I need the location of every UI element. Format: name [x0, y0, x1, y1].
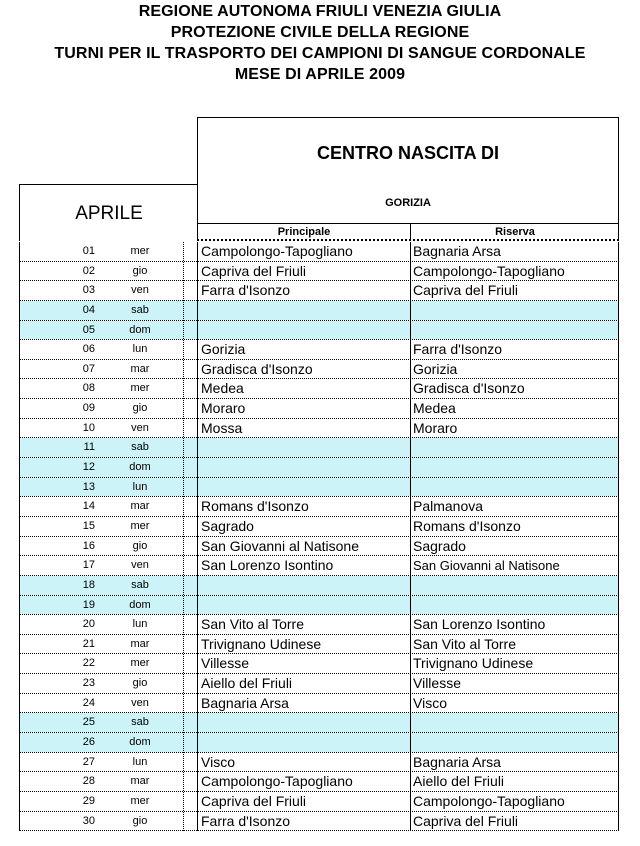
- principale-cell: Trivignano Udinese: [201, 635, 322, 652]
- day-number: 09: [82, 402, 95, 415]
- table-border-right: [618, 242, 619, 831]
- table-row: [19, 596, 619, 616]
- table-row: [19, 321, 619, 341]
- table-row: [19, 674, 619, 694]
- weekday: mer: [130, 794, 150, 807]
- principale-cell: Capriva del Friuli: [201, 792, 307, 809]
- table-row: [19, 438, 619, 458]
- riserva-cell: Romans d'Isonzo: [413, 517, 521, 534]
- weekday: lun: [132, 343, 148, 356]
- title-protezione-civile: PROTEZIONE CIVILE DELLA REGIONE: [170, 24, 470, 41]
- table-row: [19, 576, 619, 596]
- table-row: [19, 615, 619, 635]
- day-number: 10: [82, 421, 95, 434]
- day-number: 30: [82, 814, 95, 827]
- weekday: lun: [132, 618, 148, 631]
- table-row: [19, 753, 619, 773]
- riserva-cell: Bagnaria Arsa: [413, 753, 501, 770]
- day-number: 29: [82, 794, 95, 807]
- table-row: [19, 360, 619, 380]
- column-header-principale: Principale: [277, 226, 331, 238]
- day-number: 05: [82, 323, 95, 336]
- weekday: mer: [130, 657, 150, 670]
- schedule-table-body: [19, 242, 619, 831]
- day-number: 16: [82, 539, 95, 552]
- table-row: [19, 517, 619, 537]
- day-number: 19: [82, 598, 95, 611]
- table-divider-columns: [410, 242, 411, 831]
- riserva-cell: Campolongo-Tapogliano: [413, 792, 565, 809]
- table-border-left: [19, 242, 20, 831]
- day-number: 17: [82, 559, 95, 572]
- day-number: 13: [82, 480, 95, 493]
- table-row: [19, 242, 619, 262]
- day-number: 06: [82, 343, 95, 356]
- table-row: [19, 812, 619, 832]
- principale-cell: Farra d'Isonzo: [201, 812, 291, 829]
- principale-cell: Campolongo-Tapogliano: [201, 243, 353, 259]
- riserva-cell: Visco: [413, 694, 447, 711]
- day-number: 15: [82, 519, 95, 532]
- title-turni: TURNI PER IL TRASPORTO DEI CAMPIONI DI SANGUE CORDONALE: [54, 45, 586, 62]
- weekday: mer: [130, 245, 150, 257]
- principale-cell: Villesse: [201, 655, 249, 672]
- day-number: 14: [82, 500, 95, 513]
- weekday: sab: [131, 578, 149, 591]
- table-row: [19, 281, 619, 301]
- weekday: mer: [130, 382, 150, 395]
- centro-city: GORIZIA: [385, 197, 431, 209]
- table-row: [19, 733, 619, 753]
- day-number: 21: [82, 637, 95, 650]
- principale-cell: Gorizia: [201, 341, 246, 358]
- weekday: mar: [130, 362, 150, 375]
- riserva-cell: San Lorenzo Isontino: [413, 616, 546, 633]
- table-row: [19, 399, 619, 419]
- weekday: gio: [132, 539, 148, 552]
- day-number: 08: [82, 382, 95, 395]
- table-row: [19, 497, 619, 517]
- day-number: 11: [83, 441, 95, 454]
- riserva-cell: Villesse: [413, 675, 461, 692]
- riserva-cell: Trivignano Udinese: [413, 655, 534, 672]
- table-row: [19, 419, 619, 439]
- day-number: 07: [82, 362, 95, 375]
- principale-cell: San Vito al Torre: [201, 616, 304, 633]
- weekday: sab: [131, 303, 149, 316]
- weekday: ven: [131, 284, 149, 297]
- riserva-cell: Moraro: [413, 419, 458, 436]
- principale-cell: Farra d'Isonzo: [201, 282, 291, 299]
- weekday: gio: [132, 264, 148, 277]
- riserva-cell: Aiello del Friuli: [413, 773, 505, 790]
- day-number: 24: [82, 696, 95, 709]
- day-number: 25: [82, 716, 95, 729]
- day-number: 27: [82, 755, 95, 768]
- weekday: sab: [131, 716, 149, 729]
- principale-cell: Visco: [201, 753, 235, 770]
- title-region: REGIONE AUTONOMA FRIULI VENEZIA GIULIA: [138, 3, 502, 20]
- month-label: APRILE: [75, 203, 143, 224]
- riserva-cell: Capriva del Friuli: [413, 282, 519, 299]
- title-month: MESE DI APRILE 2009: [234, 66, 406, 83]
- weekday: mar: [130, 775, 150, 788]
- month-header-box: [19, 184, 198, 241]
- day-number: 12: [82, 461, 95, 474]
- day-number: 18: [82, 578, 95, 591]
- centro-header-box: [197, 117, 619, 224]
- weekday: gio: [132, 402, 148, 415]
- principale-cell: Gradisca d'Isonzo: [201, 360, 313, 377]
- column-headers: [197, 224, 619, 241]
- weekday: lun: [132, 755, 148, 768]
- principale-cell: Aiello del Friuli: [201, 675, 293, 692]
- day-number: 22: [82, 657, 95, 670]
- table-row: [19, 458, 619, 478]
- principale-cell: Medea: [201, 380, 244, 397]
- table-row: [19, 713, 619, 733]
- table-row: [19, 556, 619, 576]
- day-number: 26: [82, 736, 95, 749]
- weekday: ven: [131, 696, 149, 709]
- table-row: [19, 537, 619, 557]
- day-number: 02: [82, 264, 95, 277]
- riserva-cell: Bagnaria Arsa: [413, 243, 501, 259]
- weekday: dom: [129, 461, 151, 474]
- riserva-cell: Palmanova: [413, 498, 484, 515]
- table-row: [19, 262, 619, 282]
- day-number: 01: [82, 245, 95, 257]
- riserva-cell: San Vito al Torre: [413, 635, 516, 652]
- day-number: 20: [82, 618, 95, 631]
- column-header-riserva: Riserva: [495, 226, 535, 238]
- table-divider-dotted: [183, 242, 184, 831]
- riserva-cell: Medea: [413, 400, 456, 417]
- riserva-cell: Capriva del Friuli: [413, 812, 519, 829]
- weekday: ven: [131, 421, 149, 434]
- day-number: 28: [82, 775, 95, 788]
- weekday: dom: [129, 598, 151, 611]
- weekday: lun: [132, 480, 148, 493]
- principale-cell: Campolongo-Tapogliano: [201, 773, 353, 790]
- table-row: [19, 379, 619, 399]
- weekday: mar: [130, 500, 150, 513]
- table-row: [19, 694, 619, 714]
- principale-cell: San Giovanni al Natisone: [201, 537, 359, 554]
- riserva-cell: Gorizia: [413, 360, 458, 377]
- table-row: [19, 478, 619, 498]
- table-row: [19, 301, 619, 321]
- principale-cell: Sagrado: [201, 517, 254, 534]
- principale-cell: San Lorenzo Isontino: [201, 557, 334, 574]
- weekday: mer: [130, 519, 150, 532]
- day-number: 03: [82, 284, 95, 297]
- weekday: gio: [132, 677, 148, 690]
- riserva-cell: Campolongo-Tapogliano: [413, 262, 565, 279]
- weekday: gio: [132, 814, 148, 827]
- weekday: mar: [130, 637, 150, 650]
- day-number: 23: [82, 677, 95, 690]
- centro-title: CENTRO NASCITA DI: [317, 143, 499, 163]
- principale-cell: Mossa: [201, 419, 243, 436]
- principale-cell: Romans d'Isonzo: [201, 498, 309, 515]
- table-row: [19, 792, 619, 812]
- weekday: ven: [131, 559, 149, 572]
- table-row: [19, 340, 619, 360]
- table-row: [19, 635, 619, 655]
- document-title-block: [0, 1, 640, 85]
- weekday: dom: [129, 736, 151, 749]
- weekday: dom: [129, 323, 151, 336]
- riserva-cell: Sagrado: [413, 537, 466, 554]
- table-row: [19, 654, 619, 674]
- riserva-cell: San Giovanni al Natisone: [413, 558, 560, 574]
- day-number: 04: [82, 303, 95, 316]
- riserva-cell: Gradisca d'Isonzo: [413, 380, 525, 397]
- table-divider-main: [197, 242, 198, 831]
- weekday: sab: [131, 441, 149, 454]
- riserva-cell: Farra d'Isonzo: [413, 341, 503, 358]
- principale-cell: Bagnaria Arsa: [201, 694, 289, 711]
- principale-cell: Moraro: [201, 400, 246, 417]
- table-row: [19, 772, 619, 792]
- principale-cell: Capriva del Friuli: [201, 262, 307, 279]
